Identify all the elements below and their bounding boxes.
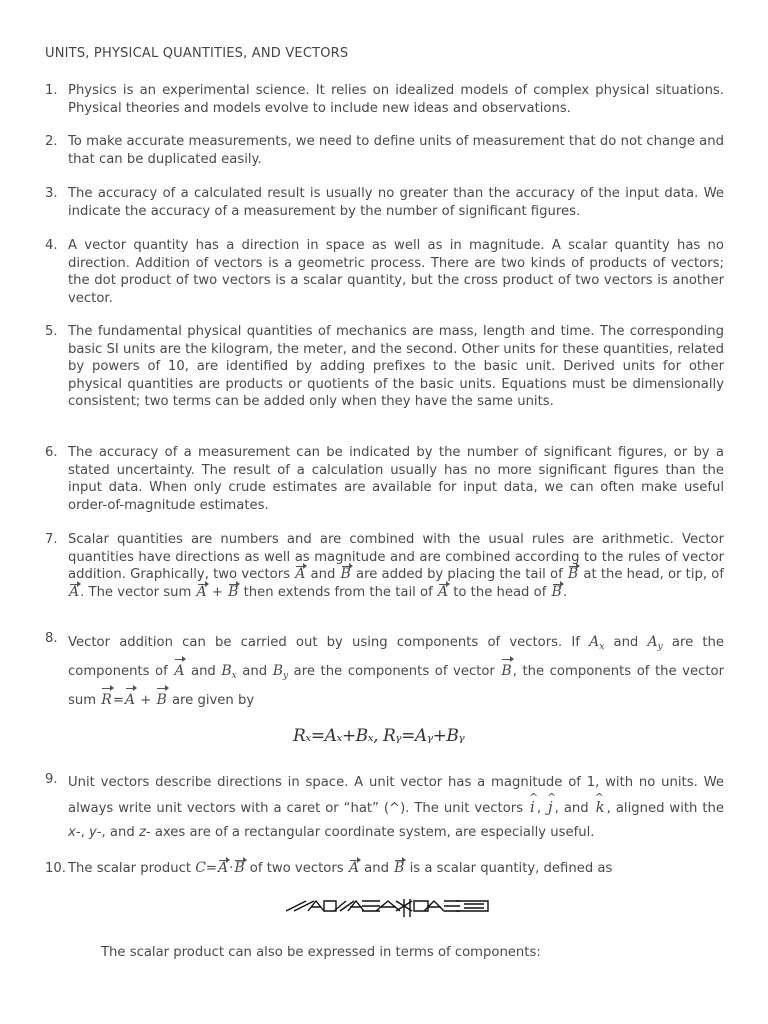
symbol: B [221, 663, 232, 679]
subscript: x [231, 671, 237, 681]
item-number: 3. [45, 186, 58, 201]
item-number: 1. [45, 83, 58, 98]
text-run: and [306, 567, 340, 582]
vector-a: A [124, 688, 136, 712]
item-text [68, 630, 724, 713]
text-run: and [185, 664, 222, 679]
component-ay [647, 634, 662, 650]
item-number: 5. [45, 324, 58, 339]
vector-a: A [348, 860, 359, 876]
list-item [45, 133, 724, 168]
vector-a: A [437, 583, 449, 600]
unit-vector-i: ^ i [528, 795, 537, 819]
item-text: A vector quantity has a direction in space as well as in magnitude. A scalar quantity has no direction. Addition of vectors is a geometric process. There are two kinds of products of vectors; the dot product of two vectors is a scalar quantity, but the cross product of two vectors is another vector. [68, 238, 724, 306]
text-run: Scalar quantities are numbers and are combined with the usual rules are arithmetic. Vector quantities have directions as well as magnitude and are combined according to the rules of vector addition. Graphically, two vectors [68, 532, 724, 582]
text-run: are the components of [68, 635, 724, 679]
vector-b: B [551, 583, 562, 600]
text-run: are given by [167, 693, 255, 708]
item-text [68, 531, 724, 601]
text-run: , the components of the vector sum [68, 664, 725, 708]
item-number: 2. [45, 134, 58, 149]
subscript: y [282, 671, 289, 681]
axis-z: z [138, 825, 146, 840]
item-number: 9. [45, 772, 58, 787]
scalar-c: C [195, 860, 206, 876]
unit-vector-j: ^ j [546, 795, 555, 819]
text-run: are added by placing the tail of [351, 567, 567, 582]
text-run: of two vectors [245, 861, 348, 876]
text-run: to the head of [449, 584, 551, 600]
text-run: , and [554, 801, 594, 816]
plus-sign: + [207, 584, 228, 600]
item-number: 4. [45, 238, 58, 253]
scalar-product-equation-image [284, 897, 489, 917]
vector-a: A [173, 659, 185, 683]
vector-b: B [234, 860, 245, 876]
text-run: . The vector sum [80, 584, 196, 600]
closing-line: The scalar product can also be expressed in terms of components: [101, 945, 541, 960]
vector-b: B [567, 566, 579, 582]
text-run: Unit vectors describe directions in space. A unit vector has a magnitude of 1, with no units. We always write unit vectors with a caret or “hat” (^). The unit vectors [68, 775, 724, 816]
component-ax [589, 634, 604, 650]
item-text [68, 771, 724, 845]
item-text: The fundamental physical quantities of mechanics are mass, length and time. The corresponding basic SI units are the kilogram, the meter, and the second. Other units for these quantities, related by powers of 10, are identified by adding prefixes to the basic unit. Derived units for other physical quantities are products or quotients of the basic units. Equations must be dimensionally consistent; two terms can be added only when they have the same units. [68, 324, 724, 409]
list-item [45, 860, 724, 878]
list-item [45, 237, 724, 307]
vector-a: A [69, 583, 80, 600]
text-run: are the components of vector [288, 664, 501, 679]
symbol: A [589, 634, 600, 650]
list-item [45, 531, 724, 601]
list-item [45, 185, 724, 220]
component-by [273, 663, 288, 679]
subscript: x [599, 642, 605, 652]
item-text: Physics is an experimental science. It relies on idealized models of complex physical situations. Physical theories and models evolve to include new ideas and observations. [68, 83, 724, 116]
item-number: 6. [45, 445, 58, 460]
text-run: and [604, 635, 648, 650]
axis-y: y [88, 825, 97, 840]
list-item [45, 323, 724, 411]
equals-sign: = [112, 693, 124, 708]
text-run: and [359, 861, 394, 876]
text-run: , [536, 801, 547, 816]
symbol: A [647, 634, 658, 650]
list-item [45, 630, 724, 713]
component-sum-equation: Rₓ=Aₓ+Bₓ, Rᵧ=Aᵧ+Bᵧ [293, 726, 465, 746]
unit-vector-k: ^ k [594, 795, 607, 819]
text-run: -, [75, 825, 89, 840]
dot-operator: · [229, 861, 234, 876]
text-run: and [236, 664, 273, 679]
item-number: 10. [45, 861, 66, 876]
vector-b: B [340, 566, 351, 582]
list-item [45, 771, 724, 845]
component-bx [221, 663, 236, 679]
text-run: at the head, or tip, of [579, 567, 724, 582]
vector-r: R [100, 688, 113, 712]
vector-a: A [196, 583, 207, 600]
text-run: . [562, 584, 568, 600]
equals-sign: = [205, 861, 217, 876]
text-run: - axes are of a rectangular coordinate system, are especially useful. [145, 825, 595, 840]
item-text [68, 860, 724, 878]
plus-sign: + [136, 693, 156, 708]
text-run: then extends from the tail of [239, 584, 437, 600]
text-run: is a scalar quantity, defined as [405, 861, 613, 876]
vector-a: A [217, 860, 229, 876]
vector-b: B [500, 659, 512, 683]
vector-b: B [394, 860, 405, 876]
list-item [45, 82, 724, 117]
item-text: To make accurate measurements, we need to define units of measurement that do not change and that can be duplicated easily. [68, 134, 724, 167]
text-run: , aligned with the [606, 801, 724, 816]
page-title: UNITS, PHYSICAL QUANTITIES, AND VECTORS [45, 46, 349, 61]
text-run: -, and [96, 825, 139, 840]
text-run: The scalar product [68, 861, 196, 876]
item-text: The accuracy of a calculated result is usually no greater than the accuracy of the input data. We indicate the accuracy of a measurement by the number of significant figures. [68, 186, 724, 219]
item-number: 8. [45, 631, 58, 646]
axis-x: x [68, 825, 76, 840]
vector-b: B [155, 688, 167, 712]
symbol: B [272, 663, 283, 679]
subscript: y [657, 642, 663, 652]
vector-a: A [295, 566, 306, 582]
vector-b: B [228, 583, 239, 600]
list-item [45, 444, 724, 514]
item-number: 7. [45, 532, 58, 547]
item-text: The accuracy of a measurement can be indicated by the number of significant figures, or by a stated uncertainty. The result of a calculation usually has no more significant figures than the input data. When only crude estimates are available for input data, we can often make useful order-of-magnitude estimates. [68, 445, 724, 513]
text-run: Vector addition can be carried out by using components of vectors. If [68, 635, 590, 650]
